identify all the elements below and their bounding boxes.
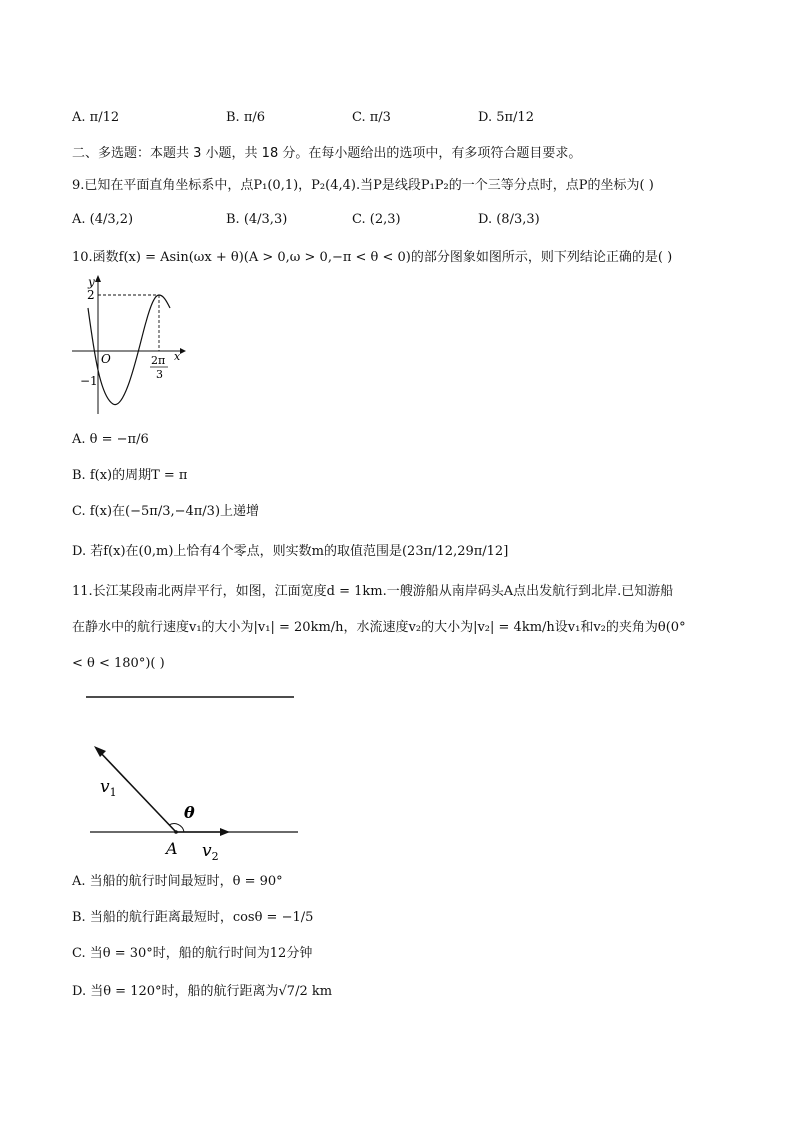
q9-option-b: B. (4/3,3) [226,212,288,227]
q10-y-axis-arrow [95,275,101,282]
q11-v2-subscript: 2 [211,850,219,863]
q10-sine-graph [68,272,188,420]
q10-x-tick-denominator: 3 [156,368,163,381]
q11-option-c: C. 当θ = 30°时，船的航行时间为12分钟 [72,946,313,961]
q10-y-min-label: −1 [80,374,98,388]
q11-v2-label [202,841,219,863]
q11-v1-subscript: 1 [109,786,117,799]
q10-x-axis-label: x [174,350,181,363]
q11-option-a: A. 当船的航行时间最短时，θ = 90° [72,874,283,889]
q11-stem-line3: < θ < 180°)( ) [72,656,165,671]
q11-v1-letter: v [100,777,110,797]
section-heading: 二、多选题：本题共 3 小题，共 18 分。在每小题给出的选项中，有多项符合题目要求。 [72,146,582,161]
q11-option-d: D. 当θ = 120°时，船的航行距离为√7/2 km [72,984,333,999]
q11-river-figure [80,688,310,864]
q9-option-c: C. (2,3) [352,212,401,227]
q10-option-d: D. 若f(x)在(0,m)上恰有4个零点，则实数m的取值范围是(23π/12,29π/12] [72,544,509,559]
q10-y-max-label: 2 [87,288,95,302]
q10-x-tick-numerator: 2π [151,354,166,367]
q9-option-d: D. (8/3,3) [478,212,540,227]
q11-v2-arrowhead [220,828,230,836]
q11-point-a-label: A [166,839,178,858]
q11-v2-letter: v [202,841,212,861]
q11-theta-label: θ [184,803,195,822]
q9-stem: 9.已知在平面直角坐标系中，点P₁(0,1)，P₂(4,4).当P是线段P₁P₂的一个三等分点时，点P的坐标为( ) [72,178,654,193]
q11-v1-arrowhead [94,746,106,757]
q10-option-b: B. f(x)的周期T = π [72,468,188,483]
q11-point-a-dot [174,830,178,834]
q8-option-c: C. π/3 [352,110,391,125]
q10-sine-curve [88,295,170,405]
q11-stem-line1: 11.长江某段南北两岸平行，如图，江面宽度d = 1km.一艘游船从南岸码头A点出发航行到北岸.已知游船 [72,584,674,599]
q11-option-b: B. 当船的航行距离最短时，cosθ = −1/5 [72,910,314,925]
q8-option-b: B. π/6 [226,110,266,125]
q10-origin-label: O [101,352,111,366]
q10-x-axis-arrow [180,348,186,354]
q8-option-a: A. π/12 [72,110,120,125]
q10-option-a: A. θ = −π/6 [72,432,149,447]
q10-option-c: C. f(x)在(−5π/3,−4π/3)上递增 [72,504,260,519]
q8-option-d: D. 5π/12 [478,110,534,125]
q10-stem: 10.函数f(x) = Asin(ωx + θ)(A > 0,ω > 0,−π < θ < 0)的部分图象如图所示，则下列结论正确的是( ) [72,250,673,265]
q11-v1-label [100,777,117,799]
q9-option-a: A. (4/3,2) [72,212,134,227]
q10-y-axis-label: y [88,275,95,289]
q11-stem-line2: 在静水中的航行速度v₁的大小为|v₁| = 20km/h，水流速度v₂的大小为|v₂| = 4km/h设v₁和v₂的夹角为θ(0° [72,620,686,635]
